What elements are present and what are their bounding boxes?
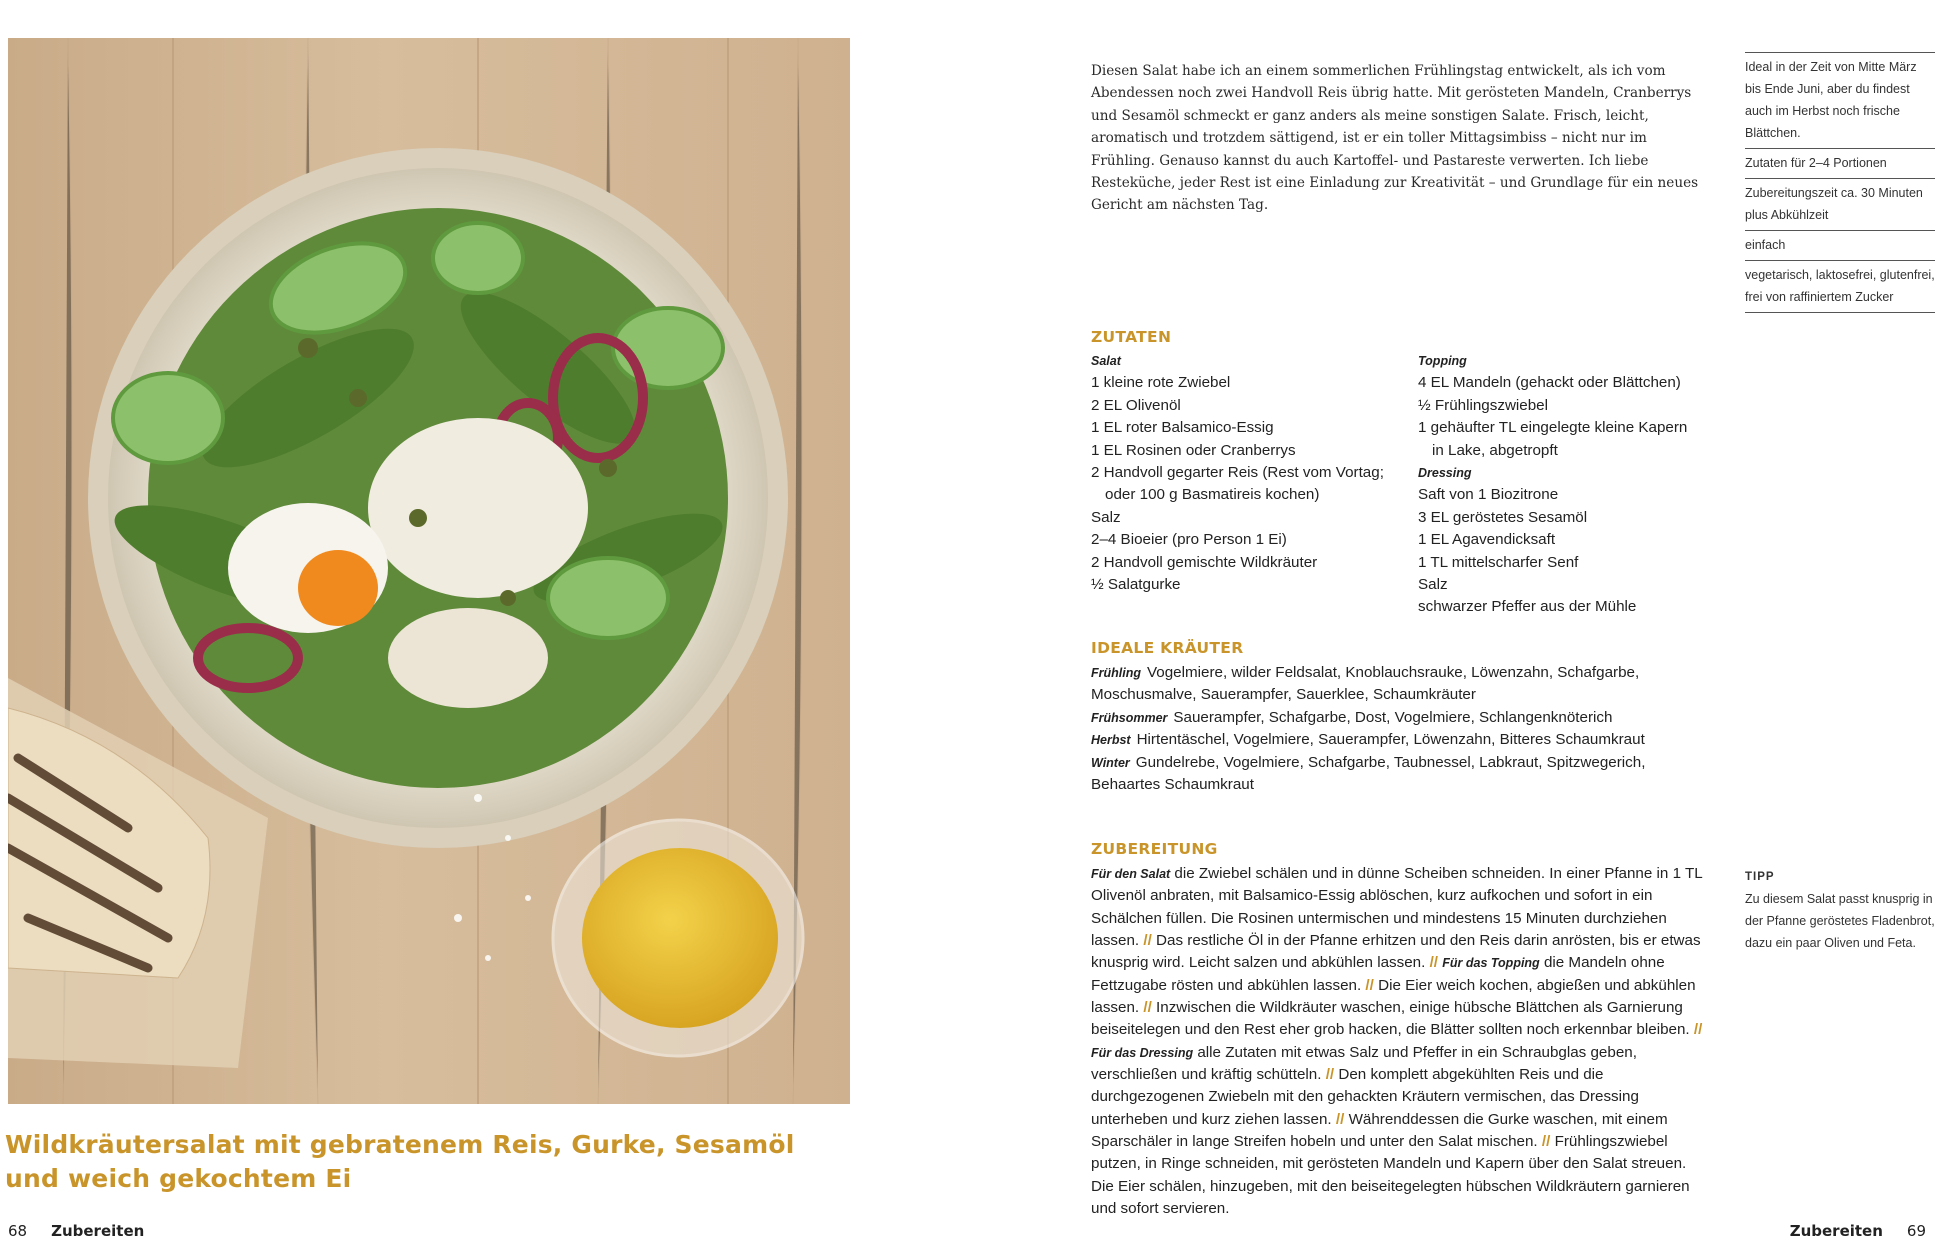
ingredient: 1 EL Agavendicksaft: [1418, 531, 1556, 549]
herb-season: Frühsommer: [1091, 710, 1168, 725]
fact-diet: vegetarisch, laktosefrei, glutenfrei, frei von raffiniertem Zucker: [1745, 260, 1935, 313]
step-separator: //: [1541, 1133, 1551, 1151]
ingredient: ½ Salatgurke: [1091, 576, 1181, 594]
herb-list: Hirtentäschel, Vogelmiere, Sauerampfer, Löwenzahn, Bitteres Schaumkraut: [1136, 731, 1645, 749]
step-separator: //: [1335, 1110, 1345, 1128]
fact-season: Ideal in der Zeit von Mitte März bis Ende Juni, aber du findest auch im Herbst noch frische Blättchen.: [1745, 52, 1935, 148]
salad-photo: [8, 38, 850, 1104]
step-lead: Für den Salat: [1091, 867, 1171, 881]
step-lead: Für das Dressing: [1091, 1045, 1194, 1060]
ingredient: oder 100 g Basmatireis kochen): [1105, 486, 1320, 504]
page-number-left: 68: [8, 1222, 28, 1240]
intro-paragraph: Diesen Salat habe ich an einem sommerlichen Frühlingstag entwickelt, als ich vom Abendessen noch zwei Handvoll Reis übrig hatte. Mit gerösteten Mandeln, Cranberrys und Sesamöl schmeckt er ganz anders als meine sonstigen Salate. Frisch, leicht, aromatisch und trotzdem sättigend, ist er ein toller Mittagsimbiss – nicht nur im Frühling. Genauso kannst du auch Kartoffel- und Pastareste verwerten. Ich liebe Resteküche, jeder Rest ist eine Einladung zur Kreativität – und Grundlage für ein neues Gericht am nächsten Tag.: [1091, 63, 1699, 214]
step-separator: //: [1325, 1066, 1335, 1084]
preparation-text: [1091, 863, 1703, 1221]
step-text: Inzwischen die Wildkräuter waschen, einige hübsche Blättchen als Garnierung beiseitelegen und den Rest eher grob hacken, die Blätter sollten noch erkennbar bleiben.: [1091, 999, 1690, 1039]
ingredients-topping-dressing: [1418, 350, 1718, 619]
ingredient: ½ Frühlingszwiebel: [1418, 396, 1548, 414]
ingredient: 1 EL roter Balsamico-Essig: [1091, 419, 1274, 437]
herb-season: Winter: [1091, 755, 1130, 770]
ingredient: 4 EL Mandeln (gehackt oder Blättchen): [1418, 374, 1681, 392]
step-separator: //: [1143, 999, 1152, 1017]
ingredient: Salz: [1091, 508, 1121, 526]
page-footer-right: [1790, 1222, 1926, 1240]
ingredient: 2–4 Bioeier (pro Person 1 Ei): [1091, 531, 1287, 549]
recipe-title: Wildkräutersalat mit gebratenem Reis, Gurke, Sesamöl und weich gekochtem Ei: [5, 1130, 795, 1193]
herb-list: Vogelmiere, wilder Feldsalat, Knoblauchsrauke, Löwenzahn, Schafgarbe, Moschusmalve, Sauerampfer, Sauerklee, Schaumkräuter: [1091, 664, 1640, 704]
ingredient: schwarzer Pfeffer aus der Mühle: [1418, 598, 1637, 616]
step-text: Den komplett abgekühlten Reis und die durchgezogenen Zwiebeln mit den gehackten Kräutern vermischen, das Dressing unterheben und kurz ziehen lassen.: [1091, 1066, 1639, 1128]
herb-season: Herbst: [1091, 733, 1131, 748]
step-text: Das restliche Öl in der Pfanne erhitzen und den Reis darin anrösten, bis er etwas knusprig wird. Leicht salzen und abkühlen lassen.: [1091, 932, 1701, 972]
ingredient: Saft von 1 Biozitrone: [1418, 486, 1559, 504]
footer-section-left: Zubereiten: [51, 1222, 145, 1240]
ingredient: 2 Handvoll gemischte Wildkräuter: [1091, 553, 1318, 571]
ingredient: 3 EL geröstetes Sesamöl: [1418, 508, 1588, 526]
step-lead: Für das Topping: [1442, 956, 1540, 971]
ingredient: 1 gehäufter TL eingelegte kleine Kapern: [1418, 419, 1688, 437]
tip-heading: TIPP: [1745, 871, 1775, 883]
ingredient: 2 Handvoll gegarter Reis (Rest vom Vortag;: [1091, 464, 1384, 482]
herb-list: Sauerampfer, Schafgarbe, Dost, Vogelmiere, Schlangenknöterich: [1173, 708, 1613, 726]
preparation-heading: ZUBEREITUNG: [1091, 840, 1218, 858]
step-text: die Zwiebel schälen und in dünne Scheiben schneiden. In einer Pfanne in 1 TL Olivenöl anbraten, mit Balsamico-Essig ablöschen, kurz aufkochen und sofort in ein Schälchen füllen. Die Rosinen untermischen und mindestens 15 Minuten durchziehen lassen.: [1091, 865, 1703, 950]
herb-season: Frühling: [1091, 666, 1141, 680]
step-separator: //: [1365, 976, 1374, 994]
herb-list: Gundelrebe, Vogelmiere, Schafgarbe, Taubnessel, Labkraut, Spitzwegerich, Behaartes Schaumkraut: [1091, 753, 1646, 794]
topping-label: Topping: [1418, 354, 1467, 368]
step-separator: //: [1143, 932, 1152, 950]
ingredient: 1 EL Rosinen oder Cranberrys: [1091, 441, 1296, 459]
ingredients-heading: ZUTATEN: [1091, 328, 1172, 346]
tip-box: [1745, 866, 1940, 954]
ingredient: 1 kleine rote Zwiebel: [1091, 374, 1231, 392]
ingredient: in Lake, abgetropft: [1432, 441, 1558, 459]
footer-section-right: Zubereiten: [1789, 1222, 1883, 1240]
salad-illustration: [8, 38, 850, 1104]
step-text: Die Eier weich kochen, abgießen und abkühlen lassen.: [1091, 976, 1696, 1017]
dressing-label: Dressing: [1418, 466, 1472, 481]
herbs-heading: IDEALE KRÄUTER: [1091, 639, 1244, 657]
step-text: Frühlingszwiebel putzen, in Ringe schneiden, mit gerösteten Mandeln und Kapern über den Salat streuen. Die Eier schälen, hinzugeben, mit den beiseitegelegten hübschen Wildkräutern garnieren und sofort servieren.: [1091, 1133, 1690, 1218]
fact-servings: Zutaten für 2–4 Portionen: [1745, 148, 1935, 178]
ingredient: 2 EL Olivenöl: [1091, 396, 1181, 414]
step-separator: //: [1429, 954, 1439, 972]
page-number-right: 69: [1906, 1222, 1926, 1240]
ingredient: Salz: [1418, 576, 1448, 594]
salad-label: Salat: [1091, 354, 1121, 368]
step-text: Währenddessen die Gurke waschen, mit einem Sparschäler in lange Streifen hobeln und unter den Salat mischen.: [1091, 1110, 1668, 1151]
recipe-facts: [1745, 52, 1935, 313]
step-separator: //: [1693, 1021, 1703, 1039]
step-text: die Mandeln ohne Fettzugabe rösten und abkühlen lassen.: [1091, 954, 1665, 994]
herbs-list: [1091, 662, 1691, 796]
ingredients-salad: [1091, 350, 1421, 596]
ingredient: 1 TL mittelscharfer Senf: [1418, 553, 1579, 571]
page-footer-left: [8, 1222, 144, 1240]
tip-text: Zu diesem Salat passt knusprig in der Pfanne geröstetes Fladenbrot, dazu ein paar Oliven und Feta.: [1745, 892, 1935, 950]
step-text: alle Zutaten mit etwas Salz und Pfeffer in ein Schraubglas geben, verschließen und kräftig schütteln.: [1091, 1043, 1637, 1084]
fact-difficulty: einfach: [1745, 230, 1935, 260]
fact-time: Zubereitungszeit ca. 30 Minuten plus Abkühlzeit: [1745, 178, 1935, 230]
